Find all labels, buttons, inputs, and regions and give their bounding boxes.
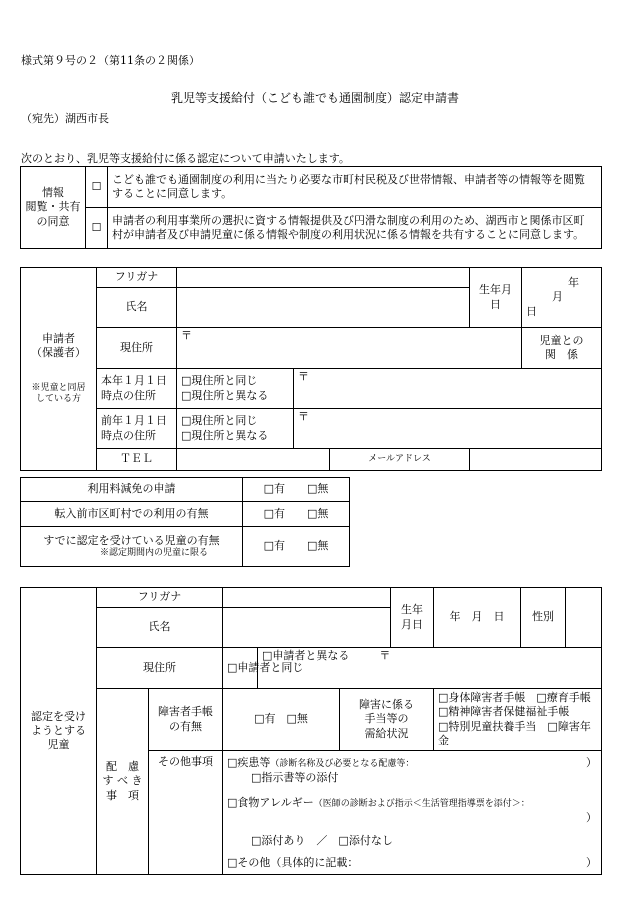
jan1-prev-year-label: 前年１月１日 時点の住所 [97,409,177,449]
disease-field[interactable]: □疾患等（診断名称及び必要となる配慮等： ） □指示書等の添付 [223,751,602,791]
applicant-address-field[interactable]: 〒 [177,328,522,369]
other-matters-label: その他事項 [149,751,223,875]
consent-checkbox-1[interactable]: ☐ [86,167,108,208]
applicant-relation-label: 児童との 関 係 [522,328,602,369]
disability-book-options[interactable]: □有 □無 [223,689,340,751]
child-sex-field[interactable] [566,588,602,648]
child-furigana-label: フリガナ [97,588,223,608]
applicant-name-label: 氏名 [97,288,177,328]
previous-municipality-label: 転入前市区町村での利用の有無 [21,502,243,527]
allergy-field[interactable]: □食物アレルギー（医師の診断および指示＜生活管理指導票を添付＞： ） [223,791,602,831]
consent-checkbox-2[interactable]: ☐ [86,208,108,249]
previous-municipality-options[interactable]: □有 □無 [243,502,350,527]
child-furigana-field[interactable] [223,588,391,608]
consideration-label: 配 慮 す べ き 事 項 [97,689,149,875]
child-table [20,587,602,875]
applicant-tel-field[interactable] [177,449,330,471]
consent-label: 情報 閲覧・共有 の同意 [21,167,86,249]
consent-table [20,166,602,249]
disability-book-label: 障害者手帳 の有無 [149,689,223,751]
applicant-section-label: 申請者 （保護者） ※児童と同居 している方 [21,268,97,471]
jan1-prev-year-options[interactable]: □現住所と同じ □現住所と異なる [177,409,294,449]
intro-text: 次のとおり、乳児等支援給付に係る認定について申請いたします。 [21,152,350,165]
applicant-birthdate-field[interactable]: 年月日 [522,268,602,328]
disability-allowance-label: 障害に係る 手当等の 需給状況 [340,689,434,751]
form-title: 乳児等支援給付（こども誰でも通園制度）認定申請書 [170,91,459,105]
addressee: （宛先）湖西市長 [21,112,109,125]
applicant-furigana-label: フリガナ [97,268,177,288]
fee-reduction-label: 利用料減免の申請 [21,478,243,502]
child-name-label: 氏名 [97,608,223,648]
applicant-birthdate-label: 生年月日 [470,268,522,328]
consent-item-1: こども誰でも通園制度の利用に当たり必要な市町村民税及び世帯情報、申請者等の情報等を閲覧 することに同意します。 [108,167,602,208]
child-birthdate-field[interactable]: 年 月 日 [434,588,521,648]
child-name-field[interactable] [223,608,391,648]
applicant-table [20,267,602,471]
applicant-tel-label: ＴＥＬ [97,449,177,471]
jan1-this-year-address-field[interactable]: 〒 [294,369,602,409]
applicant-email-field[interactable] [470,449,602,471]
jan1-this-year-label: 本年１月１日 時点の住所 [97,369,177,409]
other-field[interactable]: □その他（具体的に記載： ） [223,853,602,875]
existing-certified-child-options[interactable]: □有 □無 [243,527,350,567]
disability-allowance-options[interactable]: □身体障害者手帳 □療育手帳 □精神障害者保健福祉手帳 □特別児童扶養手当 □障害年金 [434,689,602,751]
child-birthdate-label: 生年 月日 [391,588,434,648]
child-address-different-field[interactable]: □申請者と異なる 〒 [258,648,602,689]
consent-item-2: 申請者の利用事業所の選択に資する情報提供及び円滑な制度の利用のため、湖西市と関係市区町 村が申請者及び申請児童に係る情報や制度の利用状況に係る情報を共有することに同意します。 [108,208,602,249]
applicant-furigana-field[interactable] [177,268,470,288]
existing-certified-child-label: すでに認定を受けている児童の有無 ※認定期間内の児童に限る [21,527,243,567]
child-sex-label: 性別 [521,588,566,648]
jan1-prev-year-address-field[interactable]: 〒 [294,409,602,449]
jan1-this-year-options[interactable]: □現住所と同じ □現住所と異なる [177,369,294,409]
applicant-address-label: 現住所 [97,328,177,369]
allergy-attachment-options[interactable]: □添付あり ／ □添付なし [223,831,602,853]
questions-table [20,477,350,567]
applicant-name-field[interactable] [177,288,470,328]
form-number: 様式第９号の２（第11条の２関係） [21,54,200,67]
child-address-same-option[interactable]: □申請者と同じ [223,648,258,689]
child-address-label: 現住所 [97,648,223,689]
fee-reduction-options[interactable]: □有 □無 [243,478,350,502]
applicant-email-label: メールアドレス [330,449,470,471]
child-section-label: 認定を受け ようとする 児童 [21,588,97,875]
